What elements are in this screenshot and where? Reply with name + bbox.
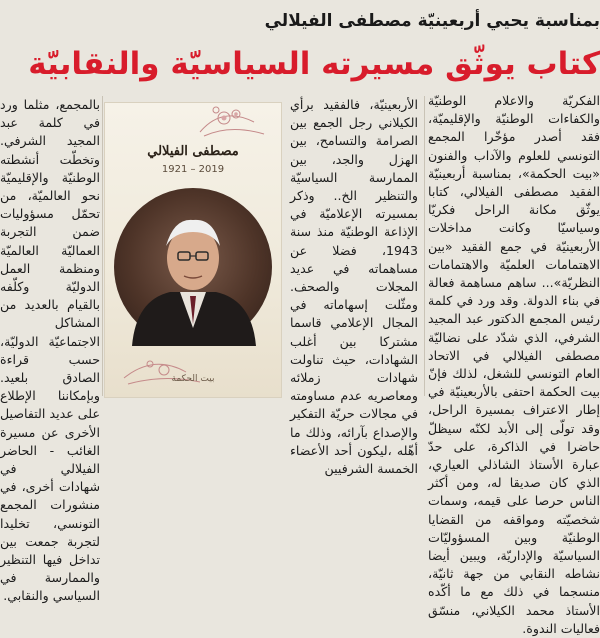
floral-ornament-icon	[104, 102, 282, 142]
article-column-right	[428, 92, 600, 636]
article-column-left	[0, 96, 100, 604]
column-middle-text: الأربعينيّة، فالفقيد برأي الكيلاني رجل الجمع بين الصرامة والتسامح، بين الهزل والجد، بين الممارسة السياسيّة والتنظير الخ.. وذكر بمسيرته الإعلاميّة في الإذاعة الوطنيّة منذ سنة 1943، فضلا عن مساهماته في عديد المجلات والصحف. ومثّلت إسهاماته في المجال الإعلامي قاسما مشتركا بين أغلب الشهادات، حيث تناولت شهادات زملائه ومعاصريه عدم مساومته في مجالات حريّة التفكير والإصداع بآرائه، وذلك ما أهّله ،ليكون أحد الأعضاء الخمسة الشرفيين	[290, 97, 418, 477]
portrait-photo	[114, 188, 272, 346]
book-cover-years: 1921 – 2019	[161, 164, 225, 175]
portrait-figure-icon	[114, 188, 272, 346]
article-kicker: بمناسبة يحيي أربعينيّة مصطفى الفيلالي	[264, 11, 600, 31]
column-divider	[424, 96, 425, 396]
article-column-middle	[290, 96, 418, 477]
column-left-text: بالمجمع، مثلما ورد في كلمة عبد المجيد الشرفي. وتخطّت أنشطته الوطنيّة والإقليميّة نحو العالميّة، من تحمّل مسؤوليات ضمن التجربة العماليّة العالميّة ومنظمة العمل الدوليّة وكلّفه بالقيام بالعديد من المشاكل الاجتماعيّة الدوليّة، حسب قراءة الصادق بلعيد. وبإمكاننا الإطلاع على عديد التفاصيل الأخرى عن مسيرة الغائب - الحاضر الفيلالي في شهادات أخرى، في منشورات المجمع التونسي، تخليدا لتجربة جمعت بين تداخل فيها التنظير والممارسة في السياسي والنقابي.	[0, 97, 100, 604]
book-cover-title: مصطفى الفيلالي	[147, 144, 239, 159]
column-divider	[102, 96, 103, 396]
column-right-text: الفكريّة والاعلام الوطنيّة والكفاءات الوطنيّة والإقليميّة، فقد أصدر مؤخّرا المجمع التونسي للعلوم والآداب والفنون «بيت الحكمة»، بمناسبة أربعينيّة الفقيد مصطفى الفيلالي، كتابا يوثّق مكانة الراحل فكريّا وسياسيّا وكانت مداخلات الأربعينيّة في جمع الفقيد «بين الاهتمامات العلميّة والاهتمامات النظريّة»... ساهم مساهمة فعالة في بناء الدولة. وقد ورد في كلمة رئيس المجمع الدكتور عبد المجيد الشرفي، الذي شدّد على نضاليّة مصطفى الفيلالي في الاتحاد العام التونسي للشغل، لذلك فإنّ بيت الحكمة احتفى بالأربعينيّة في إطار الاعتراف بمسيرة الراحل، وقد تولّى إلى الأبد لكنّه سيظلّ حاضرا في الذاكرة، على حدّ عبارة الأستاذ الشاذلي العياري، الذي كان صديقا له، ومن أكثر الناس حرصا على قيمه، وسمات شخصيّته ومواقفه من القضايا الوطنيّة وبين المسؤوليّات السياسيّة والإداريّة، ويبين أيضا نشاطه النقابي من جهة ثانيّة، منسجما في ذلك مع ما أكّده الأستاذ محمد الكيلاني، منسّق فعاليات الندوة.	[428, 93, 600, 636]
article-headline: كتاب يوثّق مسيرته السياسيّة والنقابيّة	[28, 46, 600, 82]
book-cover-image	[104, 102, 282, 398]
book-cover-publisher: بيت الحكمة	[171, 374, 215, 384]
